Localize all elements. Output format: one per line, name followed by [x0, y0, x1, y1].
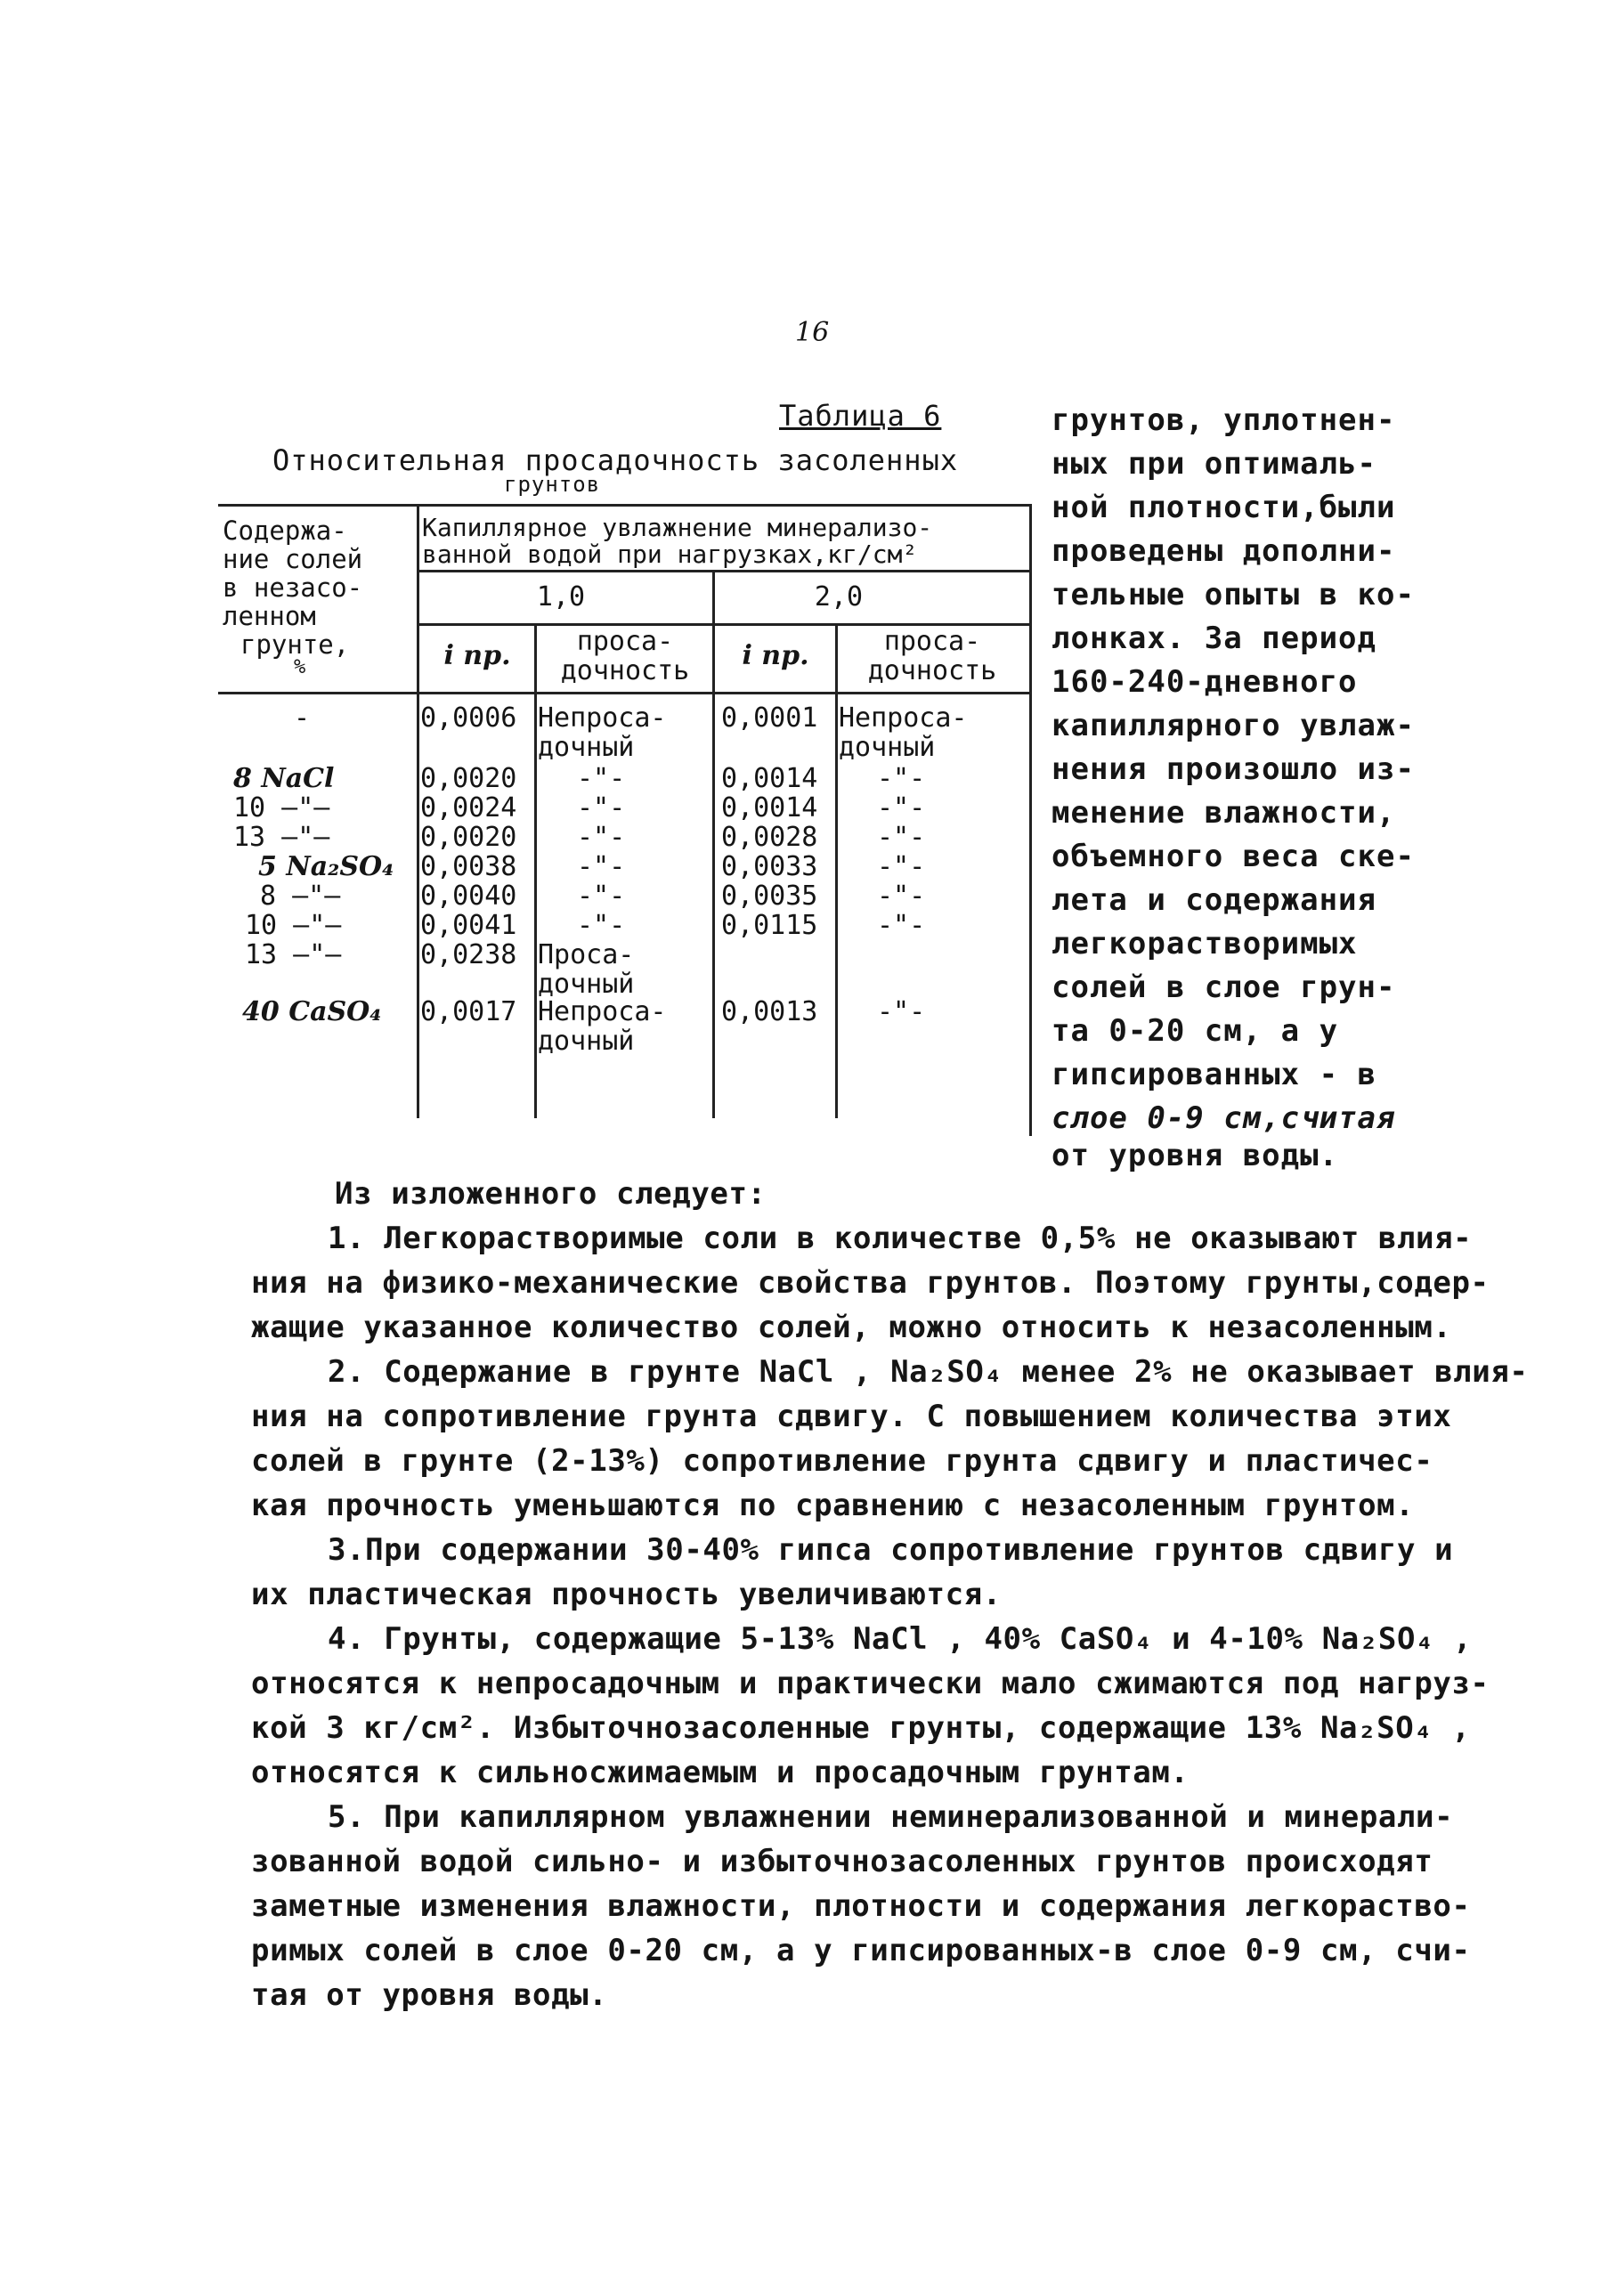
side-column-text: грунтов, уплотнен- ных при оптималь- ной плотности,были проведены дополни- тельные опыты в ко- лонках. За период 160-240-дневного капиллярного увлаж- нения произошло из- менение влажности, объемного веса ске- лета и содержания легкорастворимых солей в слое грун- та 0-20 см, а у гипсированных - в слое 0-9 см,считая от уровня воды.: [1052, 402, 1415, 1173]
body-text: [251, 1172, 1529, 2017]
header-i-2: i пр.: [742, 640, 809, 671]
body-line: ния на физико-механические свойства грунтов. Поэтому грунты,содер-: [251, 1265, 1490, 1301]
body-line: зованной водой сильно- и избыточнозасоленных грунтов происходят: [251, 1844, 1433, 1879]
header-load-1: 1,0: [536, 581, 586, 613]
body-line: кой 3 кг/см². Избыточнозасоленные грунты, содержащие 13% Na₂SO₄ ,: [251, 1710, 1471, 1746]
table-title-line2: грунтов: [504, 472, 601, 497]
header-salt-content: Содержа- ние солей в незасо- ленном грунте, %: [223, 515, 363, 678]
header-pros-1: проса- дочность: [560, 626, 690, 686]
table-title: Относительная просадочность засоленных: [272, 443, 959, 477]
group-header-rule: [417, 570, 1030, 572]
table-label: Таблица 6: [779, 399, 942, 433]
conclusion-5: 5. При капиллярном увлажнении неминерализованной и минерали-: [328, 1799, 1454, 1835]
header-capillary-wetting: Капиллярное увлажнение минерализо- ванной водой при нагрузках,кг/см²: [422, 513, 933, 569]
body-line: тая от уровня воды.: [251, 1977, 608, 2013]
table-top-rule: [218, 504, 1030, 507]
page-number: 16: [795, 317, 830, 348]
col-divider-4: [835, 623, 838, 1118]
conclusion-4: 4. Грунты, содержащие 5-13% NaCl , 40% CaSO₄ и 4-10% Na₂SO₄ ,: [328, 1621, 1473, 1657]
header-pros-2: проса- дочность: [867, 626, 997, 686]
body-line: Из изложенного следует:: [335, 1176, 767, 1212]
header-i-1: i пр.: [443, 640, 511, 671]
body-line: относятся к непросадочным и практически мало сжимаются под нагруз-: [251, 1666, 1490, 1701]
body-line: кая прочность уменьшаются по сравнению с незасоленным грунтом.: [251, 1488, 1415, 1523]
body-line: относятся к сильносжимаемым и просадочным грунтам.: [251, 1755, 1190, 1790]
col-divider-2: [534, 623, 537, 1118]
header-bottom-rule: [218, 692, 1030, 694]
body-line: заметные изменения влажности, плотности и содержания легкораство-: [251, 1888, 1471, 1924]
body-line: римых солей в слое 0-20 см, а у гипсированных-в слое 0-9 см, счи-: [251, 1933, 1471, 1968]
col-divider-3: [712, 570, 715, 1118]
body-line: их пластическая прочность увеличиваются.: [251, 1577, 1002, 1612]
conclusion-3: 3.При содержании 30-40% гипса сопротивление грунтов сдвигу и: [328, 1532, 1454, 1568]
conclusion-2: 2. Содержание в грунте NaCl , Na₂SO₄ менее 2% не оказывает влия-: [328, 1354, 1529, 1390]
conclusion-1: 1. Легкорастворимые соли в количестве 0,5% не оказывают влия-: [328, 1221, 1473, 1256]
col-divider-1: [417, 504, 419, 1118]
header-load-2: 2,0: [814, 581, 864, 613]
body-line: жащие указанное количество солей, можно относить к незасоленным.: [251, 1310, 1452, 1345]
body-line: ния на сопротивление грунта сдвигу. С повышением количества этих: [251, 1399, 1452, 1434]
body-line: солей в грунте (2-13%) сопротивление грунта сдвигу и пластичес-: [251, 1443, 1433, 1479]
col-divider-right: [1029, 504, 1032, 1136]
